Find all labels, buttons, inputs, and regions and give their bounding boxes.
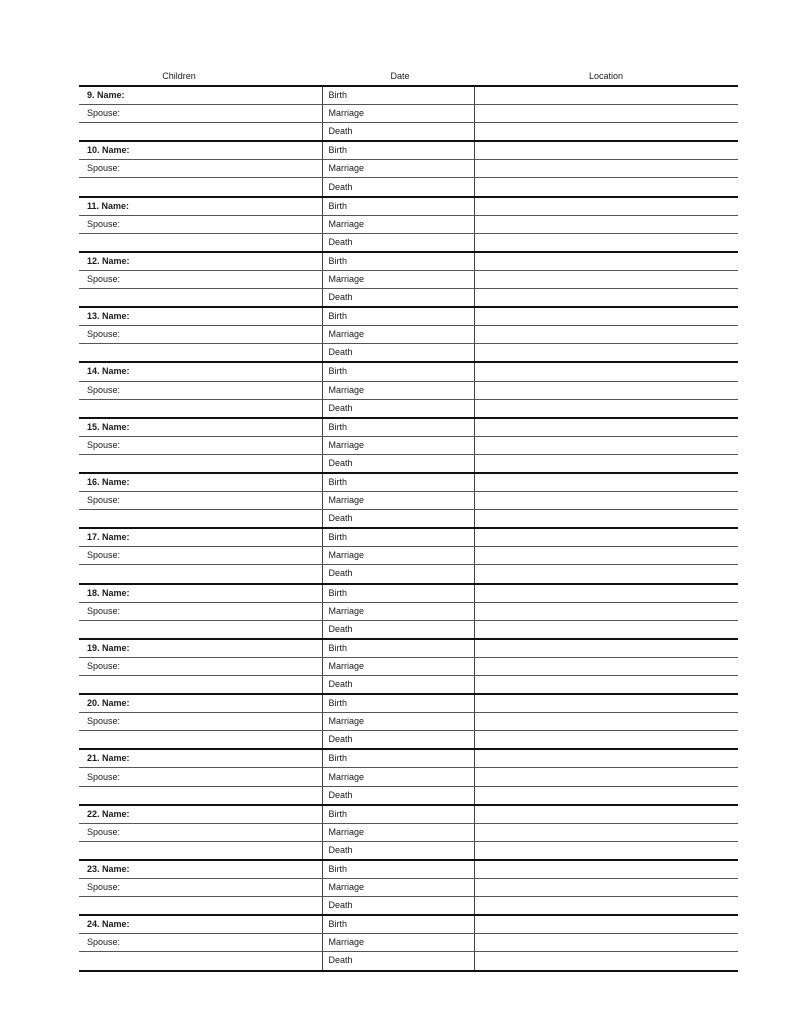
blank-cell (79, 344, 322, 363)
marriage-label: Marriage (322, 160, 474, 178)
table-row (79, 362, 738, 381)
death-location-field (474, 510, 738, 529)
death-label: Death (322, 233, 474, 252)
birth-location-field (474, 749, 738, 768)
marriage-location-field (474, 105, 738, 123)
birth-label: Birth (322, 915, 474, 934)
spouse-label: Spouse: (79, 105, 322, 123)
birth-location-field (474, 418, 738, 437)
blank-cell (79, 233, 322, 252)
blank-cell (79, 178, 322, 197)
spouse-label: Spouse: (79, 160, 322, 178)
marriage-location-field (474, 326, 738, 344)
marriage-location-field (474, 215, 738, 233)
death-location-field (474, 841, 738, 860)
table-row (79, 749, 738, 768)
table-row (79, 676, 738, 695)
table-row (79, 307, 738, 326)
death-label: Death (322, 731, 474, 750)
marriage-location-field (474, 270, 738, 288)
birth-location-field (474, 915, 738, 934)
location-header: Location (588, 71, 624, 81)
table-row (79, 289, 738, 308)
table-row (79, 473, 738, 492)
death-label: Death (322, 178, 474, 197)
marriage-label: Marriage (322, 492, 474, 510)
birth-location-field (474, 307, 738, 326)
birth-location-field (474, 860, 738, 879)
table-row (79, 215, 738, 233)
table-row (79, 160, 738, 178)
death-location-field (474, 289, 738, 308)
birth-label: Birth (322, 141, 474, 160)
death-location-field (474, 344, 738, 363)
marriage-location-field (474, 934, 738, 952)
spouse-label: Spouse: (79, 436, 322, 454)
table-row (79, 123, 738, 142)
column-headers (79, 69, 737, 85)
birth-label: Birth (322, 362, 474, 381)
death-label: Death (322, 399, 474, 418)
table-row (79, 233, 738, 252)
child-name-label: 11. Name: (79, 197, 322, 216)
death-location-field (474, 233, 738, 252)
table-row (79, 326, 738, 344)
birth-location-field (474, 528, 738, 547)
birth-label: Birth (322, 694, 474, 713)
marriage-label: Marriage (322, 436, 474, 454)
marriage-location-field (474, 381, 738, 399)
child-name-label: 19. Name: (79, 639, 322, 658)
spouse-label: Spouse: (79, 934, 322, 952)
birth-location-field (474, 86, 738, 105)
date-header: Date (390, 71, 410, 81)
death-location-field (474, 565, 738, 584)
marriage-location-field (474, 492, 738, 510)
marriage-label: Marriage (322, 879, 474, 897)
marriage-label: Marriage (322, 326, 474, 344)
spouse-label: Spouse: (79, 823, 322, 841)
blank-cell (79, 510, 322, 529)
marriage-location-field (474, 547, 738, 565)
child-name-label: 21. Name: (79, 749, 322, 768)
children-table (79, 85, 738, 972)
table-row (79, 418, 738, 437)
birth-location-field (474, 252, 738, 271)
spouse-label: Spouse: (79, 713, 322, 731)
birth-label: Birth (322, 639, 474, 658)
death-location-field (474, 897, 738, 916)
table-row (79, 436, 738, 454)
spouse-label: Spouse: (79, 215, 322, 233)
table-row (79, 657, 738, 675)
table-row (79, 768, 738, 786)
birth-label: Birth (322, 749, 474, 768)
birth-label: Birth (322, 418, 474, 437)
birth-label: Birth (322, 307, 474, 326)
death-label: Death (322, 841, 474, 860)
table-row (79, 178, 738, 197)
death-label: Death (322, 510, 474, 529)
marriage-location-field (474, 160, 738, 178)
table-row (79, 528, 738, 547)
death-label: Death (322, 289, 474, 308)
table-row (79, 879, 738, 897)
birth-label: Birth (322, 860, 474, 879)
table-row (79, 639, 738, 658)
death-location-field (474, 676, 738, 695)
blank-cell (79, 676, 322, 695)
table-row (79, 252, 738, 271)
blank-cell (79, 454, 322, 473)
death-location-field (474, 620, 738, 639)
blank-cell (79, 731, 322, 750)
child-name-label: 24. Name: (79, 915, 322, 934)
death-location-field (474, 454, 738, 473)
birth-location-field (474, 584, 738, 603)
marriage-location-field (474, 602, 738, 620)
death-location-field (474, 786, 738, 805)
death-label: Death (322, 344, 474, 363)
birth-location-field (474, 362, 738, 381)
death-location-field (474, 731, 738, 750)
marriage-label: Marriage (322, 105, 474, 123)
spouse-label: Spouse: (79, 492, 322, 510)
table-row (79, 694, 738, 713)
spouse-label: Spouse: (79, 768, 322, 786)
table-row (79, 492, 738, 510)
marriage-label: Marriage (322, 768, 474, 786)
table-row (79, 602, 738, 620)
death-location-field (474, 399, 738, 418)
marriage-location-field (474, 823, 738, 841)
birth-location-field (474, 694, 738, 713)
table-row (79, 731, 738, 750)
birth-label: Birth (322, 528, 474, 547)
child-name-label: 13. Name: (79, 307, 322, 326)
blank-cell (79, 841, 322, 860)
blank-cell (79, 123, 322, 142)
spouse-label: Spouse: (79, 879, 322, 897)
marriage-location-field (474, 768, 738, 786)
death-label: Death (322, 952, 474, 971)
marriage-location-field (474, 436, 738, 454)
blank-cell (79, 620, 322, 639)
death-label: Death (322, 620, 474, 639)
death-label: Death (322, 786, 474, 805)
table-row (79, 547, 738, 565)
child-name-label: 22. Name: (79, 805, 322, 824)
birth-location-field (474, 473, 738, 492)
table-row (79, 344, 738, 363)
table-row (79, 860, 738, 879)
birth-label: Birth (322, 197, 474, 216)
table-row (79, 454, 738, 473)
marriage-location-field (474, 879, 738, 897)
table-row (79, 915, 738, 934)
child-name-label: 17. Name: (79, 528, 322, 547)
table-row (79, 952, 738, 971)
spouse-label: Spouse: (79, 547, 322, 565)
blank-cell (79, 786, 322, 805)
birth-location-field (474, 141, 738, 160)
child-name-label: 15. Name: (79, 418, 322, 437)
death-label: Death (322, 454, 474, 473)
marriage-location-field (474, 657, 738, 675)
table-row (79, 823, 738, 841)
birth-label: Birth (322, 252, 474, 271)
marriage-label: Marriage (322, 381, 474, 399)
table-row (79, 620, 738, 639)
child-name-label: 20. Name: (79, 694, 322, 713)
spouse-label: Spouse: (79, 326, 322, 344)
blank-cell (79, 897, 322, 916)
table-row (79, 381, 738, 399)
birth-label: Birth (322, 805, 474, 824)
death-label: Death (322, 897, 474, 916)
marriage-label: Marriage (322, 215, 474, 233)
spouse-label: Spouse: (79, 657, 322, 675)
death-location-field (474, 123, 738, 142)
spouse-label: Spouse: (79, 602, 322, 620)
child-name-label: 23. Name: (79, 860, 322, 879)
spouse-label: Spouse: (79, 381, 322, 399)
child-name-label: 14. Name: (79, 362, 322, 381)
death-location-field (474, 952, 738, 971)
table-row (79, 197, 738, 216)
table-row (79, 141, 738, 160)
table-row (79, 510, 738, 529)
blank-cell (79, 399, 322, 418)
birth-location-field (474, 639, 738, 658)
table-row (79, 86, 738, 105)
birth-label: Birth (322, 473, 474, 492)
table-row (79, 565, 738, 584)
death-label: Death (322, 676, 474, 695)
marriage-label: Marriage (322, 602, 474, 620)
birth-location-field (474, 805, 738, 824)
birth-location-field (474, 197, 738, 216)
table-row (79, 897, 738, 916)
children-header: Children (162, 71, 196, 81)
child-name-label: 12. Name: (79, 252, 322, 271)
death-location-field (474, 178, 738, 197)
birth-label: Birth (322, 584, 474, 603)
child-name-label: 9. Name: (79, 86, 322, 105)
marriage-label: Marriage (322, 657, 474, 675)
table-row (79, 105, 738, 123)
death-label: Death (322, 565, 474, 584)
table-row (79, 841, 738, 860)
table-row (79, 786, 738, 805)
birth-label: Birth (322, 86, 474, 105)
table-row (79, 270, 738, 288)
spouse-label: Spouse: (79, 270, 322, 288)
blank-cell (79, 952, 322, 971)
marriage-label: Marriage (322, 713, 474, 731)
blank-cell (79, 289, 322, 308)
marriage-label: Marriage (322, 934, 474, 952)
table-row (79, 805, 738, 824)
blank-cell (79, 565, 322, 584)
child-name-label: 10. Name: (79, 141, 322, 160)
table-row (79, 713, 738, 731)
table-row (79, 584, 738, 603)
marriage-label: Marriage (322, 547, 474, 565)
marriage-label: Marriage (322, 823, 474, 841)
children-record-sheet (79, 69, 737, 972)
table-row (79, 399, 738, 418)
death-label: Death (322, 123, 474, 142)
child-name-label: 18. Name: (79, 584, 322, 603)
child-name-label: 16. Name: (79, 473, 322, 492)
marriage-location-field (474, 713, 738, 731)
marriage-label: Marriage (322, 270, 474, 288)
table-row (79, 934, 738, 952)
